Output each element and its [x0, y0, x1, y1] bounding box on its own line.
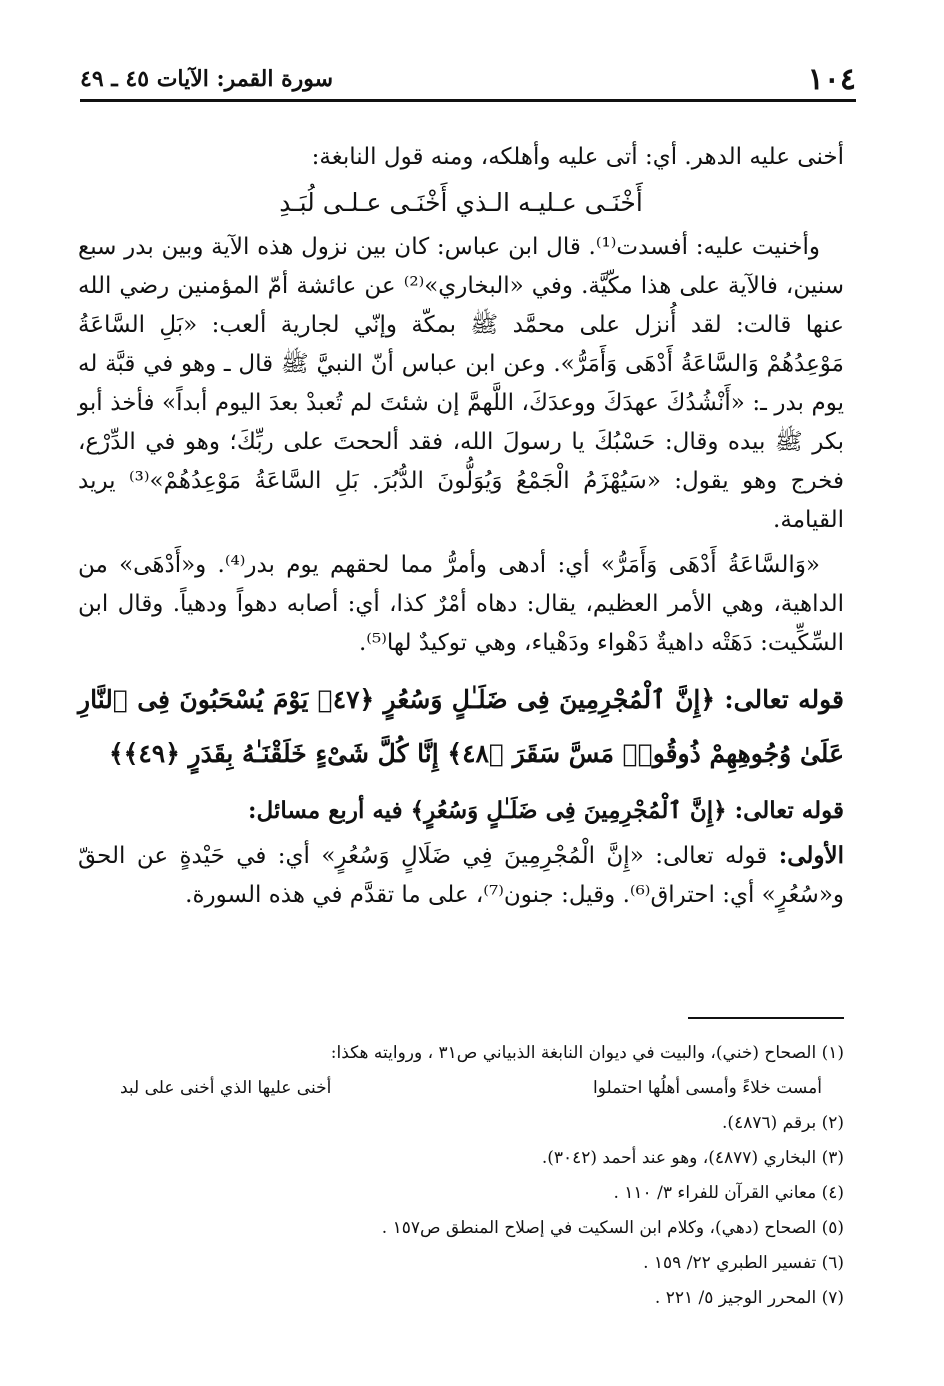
header-rule: [80, 99, 856, 102]
first-label: الأولى:: [778, 842, 844, 869]
footnote-2: (٢) برقم (٤٨٧٦).: [722, 1113, 844, 1133]
footnote-rule: [688, 1017, 844, 1019]
first-text: قوله تعالى: «إِنَّ الْمُجْرِمِينَ فِي ضَلَالٍ وَسُعُرٍ» أي: في حَيْدةٍ عن الحقّ و«سُعُرٍ» أي: احتراق⁽⁶⁾. وقيل: جنون⁽⁷⁾، على ما تقدَّم في هذه السورة.: [78, 843, 844, 908]
footnote-6: (٦) تفسير الطبري ٢٢/ ١٥٩ .: [643, 1253, 844, 1273]
paragraph-2: وأخنيت عليه: أفسدت⁽¹⁾. قال ابن عباس: كان بين نزول هذه الآية وبين بدر سبع سنين، فالآية على هذا مكّيَّة. وفي «البخاري»⁽²⁾ عن عائشة أمّ المؤمنين رضي الله عنها قالت: لقد أُنزل على محمَّد ﷺ بمكّة وإنّي لجارية ألعب: «بَلِ السَّاعَةُ مَوْعِدُهُمْ وَالسَّاعَةُ أَدْهَى وَأَمَرُّ». وعن ابن عباس أنّ النبيَّ ﷺ قال ـ وهو في قبَّة له يوم بدر ـ: «أَنْشُدُكَ عهدَكَ ووعدَكَ، اللَّهمَّ إن شئتَ لم تُعبدْ بعدَ اليوم أبداً» فأخذ أبو بكر ﷺ بيده وقال: حَسْبُكَ يا رسولَ الله، فقد ألححتَ على ربِّكَ؛ وهو في الدِّرْع، فخرج وهو يقول: «سَيُهْزَمُ الْجَمْعُ وَيُوَلُّونَ الدُّبُرَ. بَلِ السَّاعَةُ مَوْعِدُهُمْ»⁽³⁾ يريد القيامة.: [78, 234, 844, 533]
poetry-verse: أَخْنَـى عـليـه الـذي أَخْنَـى عـلـى لُبَـدِ: [279, 188, 643, 217]
paragraph-1: أخنى عليه الدهر. أي: أتى عليه وأهلكه، ومنه قول النابغة:: [311, 144, 844, 170]
footnote-3: (٣) البخاري (٤٨٧٧)، وهو عند أحمد (٣٠٤٢).: [541, 1148, 844, 1168]
footnote-4: (٤) معاني القرآن للفراء ٣/ ١١٠ .: [613, 1183, 844, 1203]
poem-hemistich-right: أمست خلاءً وأمسى أهلُها احتملوا: [593, 1078, 822, 1098]
footnote-7: (٧) المحرر الوجيز ٥/ ٢٢١ .: [654, 1288, 844, 1308]
paragraph-3: «وَالسَّاعَةُ أَدْهَى وَأَمَرُّ» أي: أدهى وأمرُّ مما لحقهم يوم بدر⁽⁴⁾. و«أَدْهَى» من الداهية، وهي الأمر العظيم، يقال: دهاه أمْرٌ كذا، أي: أصابه دهواً ودهياً. وقال ابن السِّكِّيت: دَهَتْه داهيةٌ دَهْواء ودَهْياء، وهي توكيدٌ لها⁽⁵⁾.: [78, 552, 844, 656]
section-heading: قوله تعالى: ﴿إِنَّ ٱلْمُجْرِمِينَ فِى ضَلَـٰلٍ وَسُعُرٍ﴾ فيه أربع مسائل:: [248, 797, 844, 824]
page-header: [80, 62, 856, 96]
quran-passage: [78, 673, 844, 781]
running-title: سورة القمر: الآيات ٤٥ ـ ٤٩: [80, 66, 334, 92]
poem-hemistich-left: أخنى عليها الذي أخنى على لبد: [120, 1078, 332, 1098]
main-text: [78, 138, 844, 915]
footnotes: [120, 1036, 844, 1316]
quran-text: ﴿إِنَّ ٱلْمُجْرِمِينَ فِى ضَلَـٰلٍ وَسُعُرٍ ﴿٤٧﴾ يَوْمَ يُسْحَبُونَ فِى ٱلنَّارِ عَلَىٰ وُجُوهِهِمْ ذُوقُوا۟ مَسَّ سَقَرَ ﴿٤٨﴾ إِنَّا كُلَّ شَىْءٍ خَلَقْنَـٰهُ بِقَدَرٍ ﴿٤٩﴾﴾: [78, 685, 844, 768]
page-number: ١٠٤: [807, 61, 856, 97]
footnote-5: (٥) الصحاح (دهي)، وكلام ابن السكيت في إصلاح المنطق ص١٥٧ .: [381, 1218, 844, 1238]
paragraph-first: [78, 836, 844, 915]
footnote-1-poem: [120, 1071, 844, 1106]
footnote-1: (١) الصحاح (خني)، والبيت في ديوان النابغة الذبياني ص٣١ ، وروايته هكذا:: [330, 1043, 844, 1063]
quran-label: قوله تعالى:: [724, 685, 844, 714]
